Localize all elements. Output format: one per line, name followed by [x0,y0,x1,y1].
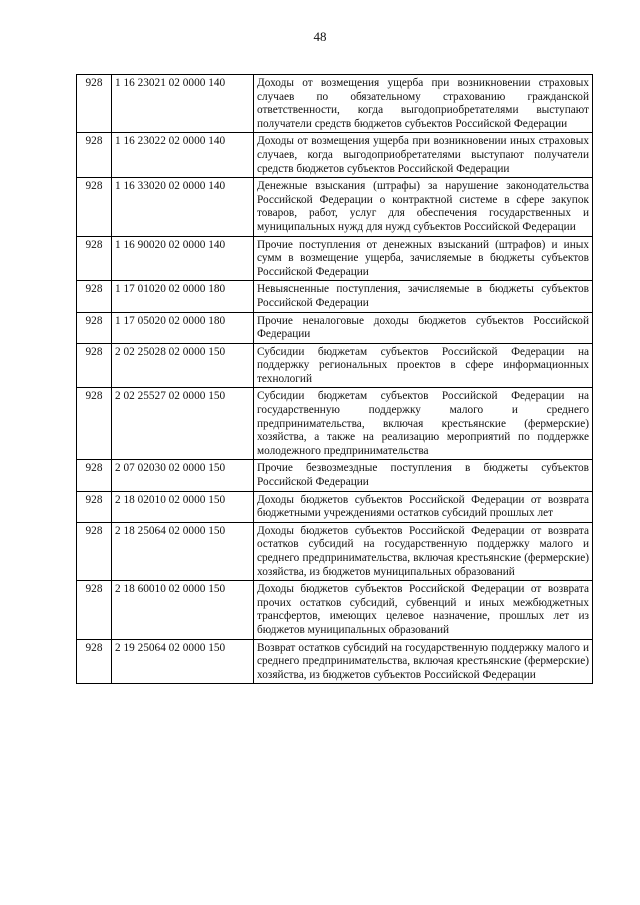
admin-code-cell: 928 [77,281,112,312]
admin-code-cell: 928 [77,639,112,684]
budget-classification-code-cell: 2 02 25527 02 0000 150 [112,388,254,460]
revenue-description-cell: Доходы от возмещения ущерба при возникновении иных страховых случаев, когда выгодоприобретателями выступают получатели средств бюджетов субъектов Российской Федерации [254,133,593,178]
admin-code-cell: 928 [77,460,112,491]
admin-code-cell: 928 [77,388,112,460]
table-row [77,312,593,343]
admin-code-cell: 928 [77,581,112,639]
table-row [77,236,593,281]
table-row [77,281,593,312]
revenue-description-cell: Прочие безвозмездные поступления в бюджеты субъектов Российской Федерации [254,460,593,491]
budget-classification-code-cell: 2 18 02010 02 0000 150 [112,491,254,522]
table-row [77,178,593,236]
budget-classification-code-cell: 1 16 23021 02 0000 140 [112,75,254,133]
budget-classification-code-cell: 1 16 23022 02 0000 140 [112,133,254,178]
budget-classification-code-cell: 1 17 01020 02 0000 180 [112,281,254,312]
admin-code-cell: 928 [77,236,112,281]
budget-classification-code-cell: 1 16 33020 02 0000 140 [112,178,254,236]
page-number: 48 [313,29,327,44]
revenue-description-cell: Невыясненные поступления, зачисляемые в бюджеты субъектов Российской Федерации [254,281,593,312]
table-row [77,388,593,460]
admin-code-cell: 928 [77,522,112,580]
revenue-description-cell: Доходы бюджетов субъектов Российской Федерации от возврата бюджетными учреждениями остатков субсидий прошлых лет [254,491,593,522]
revenue-description-cell: Субсидии бюджетам субъектов Российской Федерации на поддержку региональных проектов в сфере информационных технологий [254,343,593,388]
revenue-description-cell: Возврат остатков субсидий на государственную поддержку малого и среднего предпринимательства, включая крестьянские (фермерские) хозяйства, из бюджетов субъектов Российской Федерации [254,639,593,684]
budget-classification-code-cell: 1 17 05020 02 0000 180 [112,312,254,343]
admin-code-cell: 928 [77,491,112,522]
table-body [77,75,593,684]
admin-code-cell: 928 [77,312,112,343]
budget-classification-code-cell: 2 18 25064 02 0000 150 [112,522,254,580]
table-row [77,460,593,491]
budget-classification-code-cell: 2 18 60010 02 0000 150 [112,581,254,639]
budget-classification-code-cell: 1 16 90020 02 0000 140 [112,236,254,281]
revenue-description-cell: Доходы от возмещения ущерба при возникновении страховых случаев по обязательному страхованию гражданской ответственности, когда выгодоприобретателями выступают получатели средств бюджетов субъектов Российской Федерации [254,75,593,133]
revenue-description-cell: Субсидии бюджетам субъектов Российской Федерации на государственную поддержку малого и среднего предпринимательства, включая крестьянские (фермерские) хозяйства, а также на реализацию мероприятий по поддержке молодежного предпринимательства [254,388,593,460]
table-row [77,491,593,522]
revenue-description-cell: Доходы бюджетов субъектов Российской Федерации от возврата остатков субсидий на государственную поддержку малого и среднего предпринимательства, включая крестьянские (фермерские) хозяйства, из бюджетов муниципальных образований [254,522,593,580]
revenue-description-cell: Денежные взыскания (штрафы) за нарушение законодательства Российской Федерации о контрактной системе в сфере закупок товаров, работ, услуг для обеспечения государственных и муниципальных нужд для нужд субъектов Российской Федерации [254,178,593,236]
table-row [77,581,593,639]
revenue-description-cell: Прочие неналоговые доходы бюджетов субъектов Российской Федерации [254,312,593,343]
revenue-description-cell: Доходы бюджетов субъектов Российской Федерации от возврата прочих остатков субсидий, субвенций и иных межбюджетных трансфертов, имеющих целевое назначение, прошлых лет из бюджетов муниципальных образований [254,581,593,639]
table-row [77,522,593,580]
revenue-description-cell: Прочие поступления от денежных взысканий (штрафов) и иных сумм в возмещение ущерба, зачисляемые в бюджеты субъектов Российской Федерации [254,236,593,281]
table-row [77,639,593,684]
admin-code-cell: 928 [77,75,112,133]
budget-classification-code-cell: 2 02 25028 02 0000 150 [112,343,254,388]
table-row [77,75,593,133]
table-row [77,133,593,178]
budget-classification-code-cell: 2 19 25064 02 0000 150 [112,639,254,684]
revenue-codes-table [76,74,593,684]
budget-classification-code-cell: 2 07 02030 02 0000 150 [112,460,254,491]
admin-code-cell: 928 [77,133,112,178]
table-row [77,343,593,388]
admin-code-cell: 928 [77,178,112,236]
admin-code-cell: 928 [77,343,112,388]
